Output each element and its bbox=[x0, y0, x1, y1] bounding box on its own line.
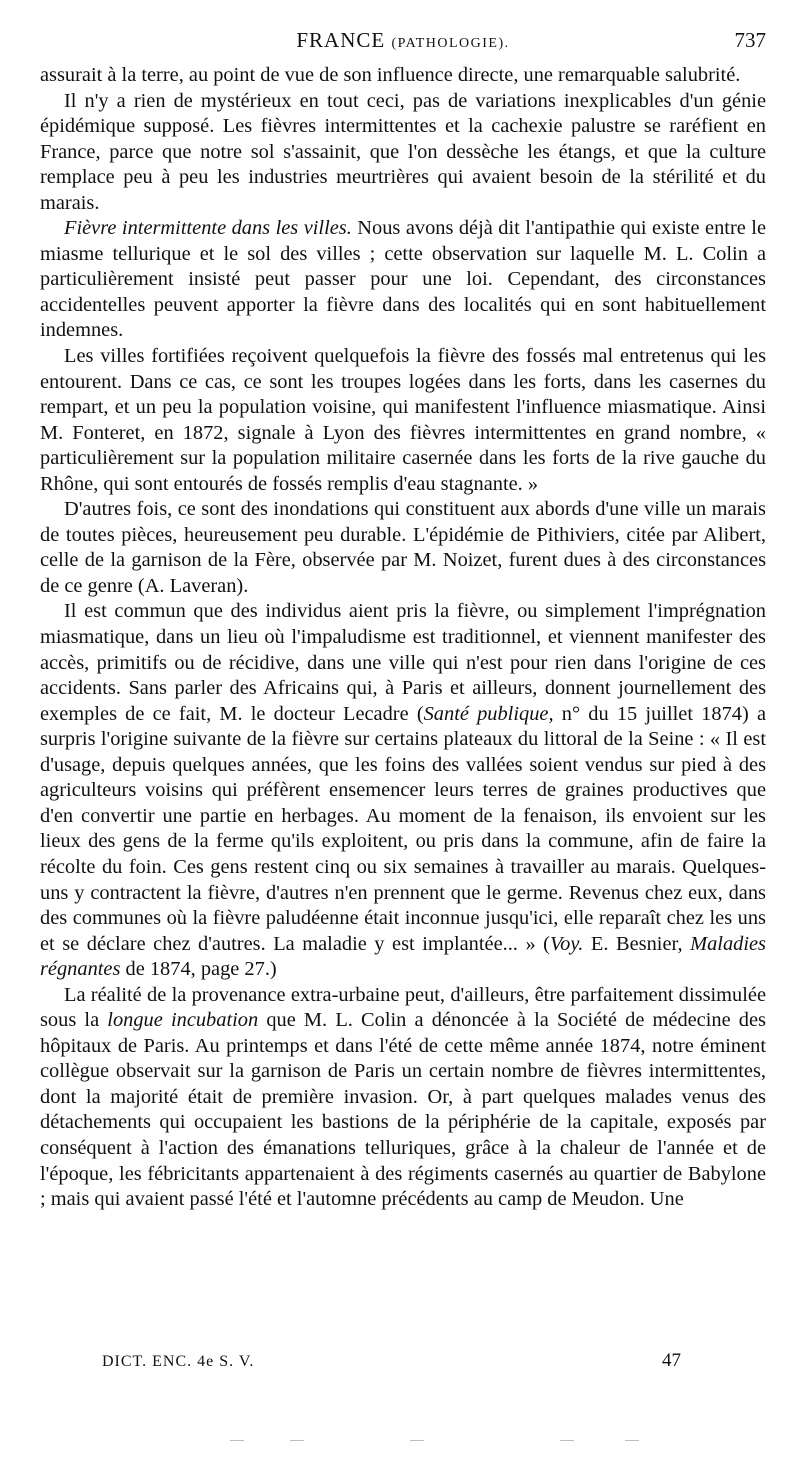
scan-mark bbox=[410, 1440, 424, 1441]
text-segment: de 1874, page 27.) bbox=[120, 958, 277, 981]
italic-text-segment: Maladies régnantes bbox=[40, 932, 766, 981]
text-segment: E. Besnier, bbox=[583, 932, 691, 955]
body-text bbox=[40, 63, 766, 1213]
page-footer bbox=[40, 1350, 766, 1376]
text-segment: Il n'y a rien de mystérieux en tout ceci, pas de variations inexplicables d'un génie épidémique supposé. Les fièvres intermittentes et la cachexie palustre se raréfient en France, parce que notre sol s'assainit, que l'on dessèche les étangs, et que la culture remplace peu à peu les industries meurtrières qui avaient besoin de la stérilité et du marais. bbox=[40, 89, 766, 214]
italic-text-segment: longue incubation bbox=[107, 1009, 259, 1032]
paragraph-3 bbox=[40, 216, 766, 344]
running-title-main: FRANCE bbox=[296, 28, 386, 52]
scan-mark bbox=[625, 1440, 639, 1441]
text-segment: assurait à la terre, au point de vue de son influence directe, une remarquable salubrité. bbox=[40, 64, 741, 86]
italic-text-segment: Voy. bbox=[549, 932, 584, 955]
text-segment: Il est commun que des individus aient pris la fièvre, ou simplement l'imprégnation miasmatique, dans un lieu où l'impaludisme est traditionnel, et viennent manifester des accès, primitifs ou de récidive, dans une ville qui n'est pour rien dans l'origine de ces accidents. Sans parler des Africains qui, à Paris et ailleurs, donnent journellement des exemples de ce fait, M. le docteur Lecadre ( bbox=[40, 600, 766, 725]
paragraph-6 bbox=[40, 599, 766, 982]
paragraph-7 bbox=[40, 983, 766, 1213]
text-segment: n° du 15 juillet 1874) a surpris l'origine suivante de la fièvre sur certains plateaux du littoral de la Seine : « Il est d'usage, depuis quelques années, que les foins des vallées soient vendus sur pied à des agriculteurs voisins qui préfèrent ensemencer leurs terres de graines productives que d'en convertir une partie en herbages. Au moment de la fenaison, ils envoient sur les lieux des gens de la ferme qu'ils exploitent, ou pris dans la commune, afin de faire la récolte du foin. Ces gens restent cinq ou six semaines à travailler au marais. Quelques-uns y contractent la fièvre, d'autres n'en prennent que le germe. Revenus chez eux, dans des communes où la fièvre paludéenne était inconnue jusqu'ici, elle reparaît chez les uns et se déclare chez d'autres. La maladie y est implantée... » ( bbox=[40, 702, 766, 955]
sheet-number: 47 bbox=[662, 1350, 681, 1371]
sheet-signature: DICT. ENC. 4e S. V. bbox=[102, 1353, 255, 1370]
running-header bbox=[40, 28, 766, 56]
text-segment: Les villes fortifiées reçoivent quelquefois la fièvre des fossés mal entretenus qui les entourent. Dans ce cas, ce sont les troupes logées dans les forts, dans les casernes du rempart, et un peu la population voisine, qui manifestent l'influence miasmatique. Ainsi M. Fonteret, en 1872, signale à Lyon des fièvres intermittentes en grand nombre, « particulièrement sur la population militaire casernée dans les forts de la rive gauche du Rhône, qui sont entourés de fossés remplis d'eau stagnante. » bbox=[40, 345, 766, 495]
running-title-sub: (PATHOLOGIE). bbox=[391, 36, 510, 51]
text-segment: La réalité de la provenance extra-urbaine peut, d'ailleurs, être parfaitement dissimulée sous la bbox=[40, 983, 766, 1032]
italic-text-segment: Fièvre intermittente dans les villes. bbox=[64, 217, 352, 240]
page-number: 737 bbox=[734, 28, 766, 52]
italic-text-segment: Santé publique, bbox=[423, 702, 554, 725]
paragraph-2 bbox=[40, 89, 766, 217]
paragraph-1 bbox=[40, 63, 766, 89]
running-title bbox=[40, 28, 766, 53]
scan-marks bbox=[230, 1440, 650, 1442]
text-segment: D'autres fois, ce sont des inondations qui constituent aux abords d'une ville un marais de toutes pièces, heureusement peu durable. L'épidémie de Pithiviers, citée par Alibert, celle de la garnison de la Fère, observée par M. Noizet, furent dues à des circonstances de ce genre (A. Laveran). bbox=[40, 498, 766, 597]
scan-mark bbox=[560, 1440, 574, 1441]
paragraph-5 bbox=[40, 497, 766, 599]
text-segment: que M. L. Colin a dénoncée à la Société de médecine des hôpitaux de Paris. Au printemps et dans l'été de cette même année 1874, notre éminent collègue observait sur la garnison de Paris un certain nombre de fièvres intermittentes, dont la majorité était de première invasion. Or, à part quelques malades venus des détachements qui occupaient les bastions de la périphérie de la capitale, exposés par conséquent à l'action des émanations telluriques, grâce à la chaleur de l'année et de l'époque, les fébricitants appartenaient à des régiments casernés au quartier de Babylone ; mais qui avaient passé l'été et l'automne précédents au camp de Meudon. Une bbox=[40, 1009, 766, 1211]
text-segment: Nous avons déjà dit l'antipathie qui existe entre le miasme tellurique et le sol des villes ; cette observation sur laquelle M. L. Colin a particulièrement insisté peut passer pour une loi. Cependant, des circonstances accidentelles peuvent apporter la fièvre dans des localités qui en sont habituellement indemnes. bbox=[40, 217, 766, 342]
scan-mark bbox=[230, 1440, 244, 1441]
scan-mark bbox=[290, 1440, 304, 1441]
paragraph-4 bbox=[40, 344, 766, 497]
